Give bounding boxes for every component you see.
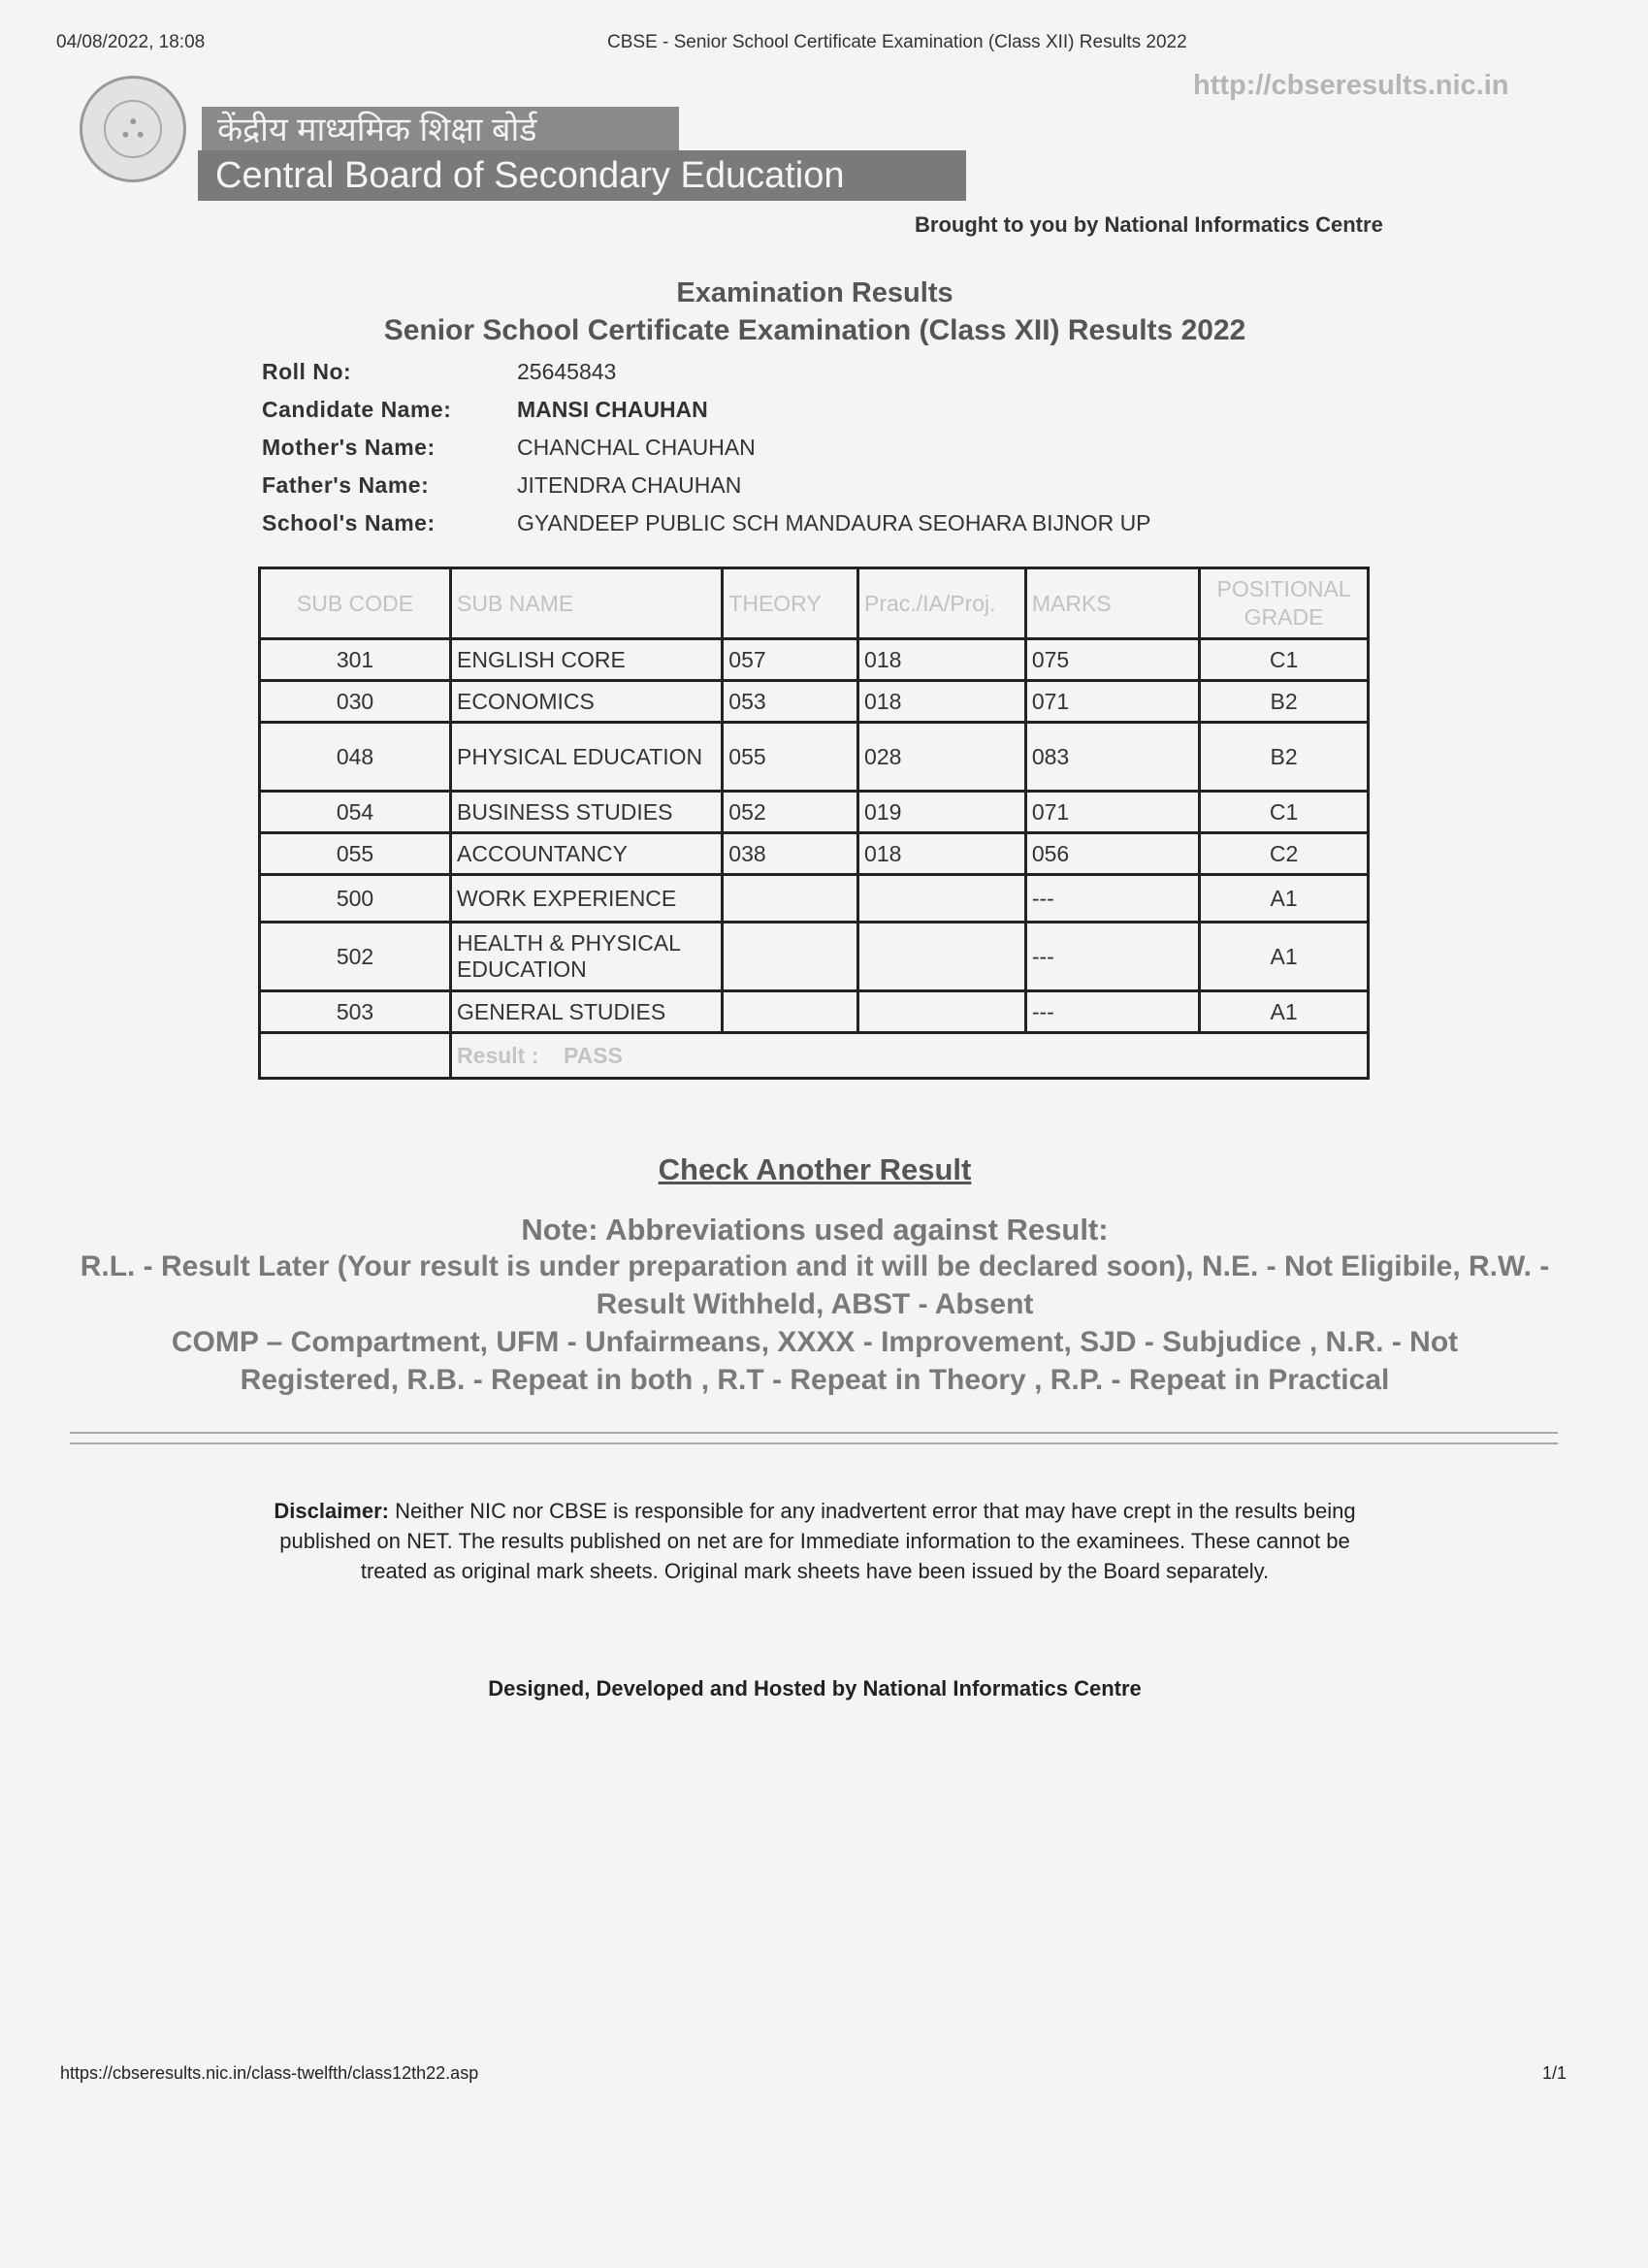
result-label: Result : <box>457 1042 539 1068</box>
practical-cell: 018 <box>858 833 1026 875</box>
divider-bottom <box>70 1442 1558 1444</box>
sub-name-cell: ENGLISH CORE <box>451 639 723 681</box>
print-footer-url: https://cbseresults.nic.in/class-twelfth/class12th22.asp <box>60 2063 479 2083</box>
sub-code-cell: 301 <box>260 639 451 681</box>
table-row <box>260 923 1369 991</box>
header-theory: THEORY <box>723 568 858 639</box>
sub-code-cell: 030 <box>260 681 451 723</box>
table-row <box>260 991 1369 1033</box>
theory-cell <box>723 923 858 991</box>
sub-name-cell: WORK EXPERIENCE <box>451 875 723 923</box>
divider-top <box>70 1432 1558 1434</box>
sub-code-cell: 500 <box>260 875 451 923</box>
grade-cell: B2 <box>1200 723 1369 792</box>
cbse-seal-icon: ⛬ <box>80 76 186 182</box>
sub-name-cell: GENERAL STUDIES <box>451 991 723 1033</box>
practical-cell <box>858 991 1026 1033</box>
marks-table <box>258 567 1370 1080</box>
sub-name-cell: BUSINESS STUDIES <box>451 792 723 833</box>
marks-cell: --- <box>1025 875 1199 923</box>
grade-cell: C1 <box>1200 639 1369 681</box>
theory-cell: 057 <box>723 639 858 681</box>
practical-cell: 018 <box>858 639 1026 681</box>
grade-cell: C1 <box>1200 792 1369 833</box>
marks-cell: 056 <box>1025 833 1199 875</box>
header-sub-code: SUB CODE <box>260 568 451 639</box>
practical-cell <box>858 923 1026 991</box>
board-name-hindi: केंद्रीय माध्यमिक शिक्षा बोर्ड <box>202 107 679 153</box>
table-row <box>260 681 1369 723</box>
theory-cell <box>723 875 858 923</box>
theory-cell: 038 <box>723 833 858 875</box>
header-marks: MARKS <box>1025 568 1199 639</box>
sub-code-cell: 054 <box>260 792 451 833</box>
father-name-label: Father's Name: <box>262 472 430 498</box>
result-empty-cell <box>260 1033 451 1079</box>
marks-cell: 071 <box>1025 681 1199 723</box>
table-row <box>260 723 1369 792</box>
table-row <box>260 792 1369 833</box>
disclaimer <box>262 1496 1368 1586</box>
sub-name-cell: ACCOUNTANCY <box>451 833 723 875</box>
grade-cell: A1 <box>1200 991 1369 1033</box>
school-name-value: GYANDEEP PUBLIC SCH MANDAURA SEOHARA BIJNOR UP <box>517 510 1151 535</box>
grade-cell: A1 <box>1200 875 1369 923</box>
candidate-name-value: MANSI CHAUHAN <box>517 397 708 422</box>
practical-cell: 019 <box>858 792 1026 833</box>
brought-by-text: Brought to you by National Informatics Centre <box>915 212 1383 237</box>
practical-cell: 028 <box>858 723 1026 792</box>
grade-cell: B2 <box>1200 681 1369 723</box>
mother-name-label: Mother's Name: <box>262 435 436 460</box>
marks-cell: 071 <box>1025 792 1199 833</box>
disclaimer-text: Neither NIC nor CBSE is responsible for any inadvertent error that may have crept in the results being published on NET. The results published on net are for Immediate information to the examinees. These cannot be treated as original mark sheets. Original mark sheets have been issued by the Board separately. <box>279 1499 1356 1583</box>
marks-cell: --- <box>1025 991 1199 1033</box>
roll-no-value: 25645843 <box>517 359 617 384</box>
print-datetime: 04/08/2022, 18:08 <box>56 32 206 52</box>
sub-name-cell: ECONOMICS <box>451 681 723 723</box>
theory-cell: 053 <box>723 681 858 723</box>
grade-cell: C2 <box>1200 833 1369 875</box>
theory-cell: 055 <box>723 723 858 792</box>
marks-cell: 083 <box>1025 723 1199 792</box>
header-sub-name: SUB NAME <box>451 568 723 639</box>
sub-code-cell: 502 <box>260 923 451 991</box>
marks-cell: --- <box>1025 923 1199 991</box>
sub-name-cell: PHYSICAL EDUCATION <box>451 723 723 792</box>
theory-cell <box>723 991 858 1033</box>
check-another-result-link[interactable]: Check Another Result <box>658 1152 972 1186</box>
sub-code-cell: 048 <box>260 723 451 792</box>
header-positional-grade: POSITIONAL GRADE <box>1200 568 1369 639</box>
site-url-link[interactable]: http://cbseresults.nic.in <box>1193 70 1509 101</box>
table-row <box>260 875 1369 923</box>
note-abbreviations-line1: R.L. - Result Later (Your result is under preparation and it will be declared soon), N.E. - Not Eligibile, R.W. - Result Withheld, ABST - Absent <box>80 1250 1550 1320</box>
note-abbreviations-line2: COMP – Compartment, UFM - Unfairmeans, XXXX - Improvement, SJD - Subjudice , N.R. - Not Registered, R.B. - Repeat in both , R.T - Repeat in Theory , R.P. - Repeat in Practical <box>171 1326 1459 1396</box>
sub-code-cell: 503 <box>260 991 451 1033</box>
marks-cell: 075 <box>1025 639 1199 681</box>
exam-title: Senior School Certificate Examination (Class XII) Results 2022 <box>383 314 1246 346</box>
print-page-number: 1/1 <box>1542 2063 1567 2083</box>
practical-cell: 018 <box>858 681 1026 723</box>
header-practical: Prac./IA/Proj. <box>858 568 1026 639</box>
result-value: PASS <box>563 1042 623 1068</box>
sub-code-cell: 055 <box>260 833 451 875</box>
note-title: Note: Abbreviations used against Result: <box>521 1213 1109 1247</box>
designed-by-text: Designed, Developed and Hosted by National Informatics Centre <box>488 1676 1142 1701</box>
practical-cell <box>858 875 1026 923</box>
board-name-english: Central Board of Secondary Education <box>198 150 966 201</box>
print-page-title: CBSE - Senior School Certificate Examination (Class XII) Results 2022 <box>607 32 1187 52</box>
sub-name-cell: HEALTH & PHYSICAL EDUCATION <box>451 923 723 991</box>
result-cell <box>451 1033 1369 1079</box>
page-title: Examination Results <box>676 277 953 308</box>
roll-no-label: Roll No: <box>262 359 352 384</box>
father-name-value: JITENDRA CHAUHAN <box>517 472 742 498</box>
mother-name-value: CHANCHAL CHAUHAN <box>517 435 756 460</box>
result-row <box>260 1033 1369 1079</box>
disclaimer-label: Disclaimer: <box>274 1499 389 1523</box>
table-header-row <box>260 568 1369 639</box>
grade-cell: A1 <box>1200 923 1369 991</box>
table-row <box>260 833 1369 875</box>
candidate-name-label: Candidate Name: <box>262 397 452 422</box>
theory-cell: 052 <box>723 792 858 833</box>
table-row <box>260 639 1369 681</box>
school-name-label: School's Name: <box>262 510 436 535</box>
